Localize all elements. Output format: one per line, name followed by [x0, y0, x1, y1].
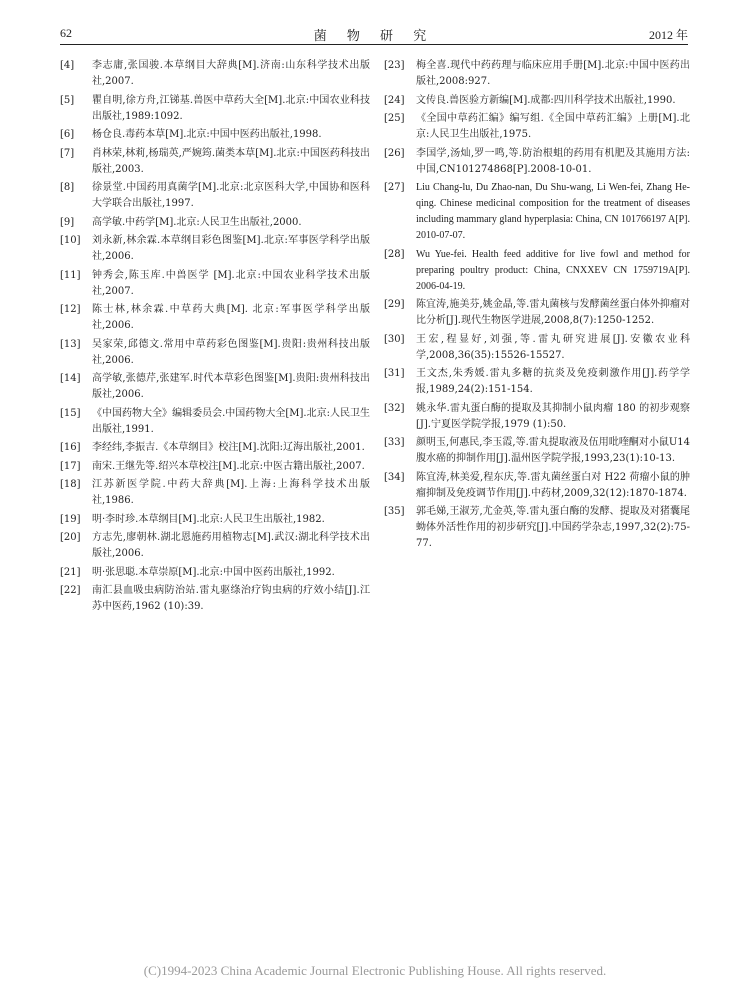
reference-number: [29] — [384, 299, 405, 310]
reference-number: [20] — [60, 532, 81, 543]
reference-item — [60, 371, 370, 403]
reference-text: 瞿自明,徐方舟,江锑基.兽医中草药大全[M].北京:中国农业科技出版社,1989:1092. — [92, 94, 370, 122]
reference-number: [13] — [60, 338, 81, 350]
publication-year: 2012 年 — [648, 28, 688, 42]
reference-text: 王文杰,朱秀媛.雷丸多糖的抗炎及免疫刺激作用[J].药学学报,1989,24(2):151-154. — [416, 368, 690, 395]
reference-text: 郭毛娣,王淑芳,尤金英,等.雷丸蛋白酶的发酵、提取及对猪囊尾蚴体外活性作用的初步研究[J].中国药学杂志,1997,32(2):75-77. — [416, 506, 690, 549]
reference-number: [26] — [384, 147, 405, 159]
reference-number: [33] — [384, 437, 405, 448]
reference-text: 杨仓良.毒药本草[M].北京:中国中医药出版社,1998. — [92, 129, 322, 140]
reference-item — [60, 477, 370, 509]
reference-number: [34] — [384, 471, 405, 483]
reference-number: [8] — [60, 182, 75, 193]
reference-item — [60, 512, 370, 528]
reference-item — [384, 93, 690, 109]
reference-item — [60, 565, 370, 581]
reference-item — [384, 504, 690, 552]
reference-text: 徐景堂.中国药用真菌学[M].北京:北京医科大学,中国协和医科大学联合出版社,1997. — [92, 182, 370, 209]
reference-text: 梅全喜.现代中药药理与临床应用手册[M].北京:中国中医药出版社,2008:927. — [416, 60, 690, 87]
reference-number: [12] — [60, 304, 81, 315]
reference-text: 《全国中草药汇编》编写组.《全国中草药汇编》上册[M].北京:人民卫生出版社,1975. — [416, 113, 690, 140]
reference-text: 《中国药物大全》编辑委员会.中国药物大全[M].北京:人民卫生出版社,1991. — [92, 407, 370, 435]
reference-number: [24] — [384, 94, 405, 106]
journal-title: 菌 物 研 究 — [313, 29, 435, 44]
reference-number: [10] — [60, 235, 81, 246]
reference-item — [60, 180, 370, 212]
reference-text: 李志庸,张国骏.本草纲目大辞典[M].济南:山东科学技术出版社,2007. — [92, 60, 370, 87]
reference-text: 明·李时珍.本草纲目[M].北京:人民卫生出版社,1982. — [92, 513, 325, 525]
reference-number: [31] — [384, 368, 405, 379]
reference-number: [14] — [60, 373, 81, 384]
reference-number: [30] — [384, 333, 405, 345]
reference-item — [60, 583, 370, 615]
reference-number: [28] — [384, 248, 405, 260]
reference-text: 陈宜涛,林美爱,程东庆,等.雷丸菌丝蛋白对 H22 荷瘤小鼠的肿瘤抑制及免疫调节作用[J].中药材,2009,32(12):1870-1874. — [416, 471, 690, 499]
reference-item — [60, 302, 370, 334]
references-left-column — [60, 58, 370, 618]
reference-number: [35] — [384, 506, 405, 517]
reference-number: [21] — [60, 566, 81, 578]
reference-item — [60, 268, 370, 300]
reference-text: 刘永新,林余霖.本草纲目彩色图鉴[M].北京:军事医学科学出版社,2006. — [92, 235, 370, 262]
reference-text: 姚永华.雷丸蛋白酶的提取及其抑制小鼠肉瘤 180 的初步观察[J].宁夏医学院学报,1979 (1):50. — [416, 402, 690, 430]
reference-item — [384, 180, 690, 244]
reference-item — [384, 366, 690, 398]
reference-text: 王宏,程显好,刘强,等.雷丸研究进展[J].安徽农业科学,2008,36(35):15526-15527. — [416, 333, 690, 361]
page-number: 62 — [60, 26, 72, 40]
reference-item — [384, 297, 690, 329]
reference-item — [384, 401, 690, 433]
reference-item — [60, 337, 370, 369]
reference-number: [9] — [60, 216, 75, 228]
reference-item — [60, 530, 370, 562]
reference-number: [23] — [384, 60, 405, 71]
reference-item — [384, 332, 690, 364]
references-right-column — [384, 58, 690, 555]
reference-text: 李国学,汤灿,罗一鸣,等.防治根蛆的药用有机肥及其施用方法:中国,CN101274868[P].2008-10-01. — [416, 147, 690, 175]
reference-number: [4] — [60, 60, 75, 71]
reference-text: 高学敏,张德芹,张建军.时代本草彩色图鉴[M].贵阳:贵州科技出版社,2006. — [92, 373, 370, 400]
reference-item — [384, 247, 690, 295]
reference-number: [16] — [60, 442, 81, 453]
reference-item — [60, 93, 370, 125]
reference-item — [384, 146, 690, 178]
reference-number: [6] — [60, 129, 75, 140]
reference-item — [384, 58, 690, 90]
reference-number: [32] — [384, 402, 405, 414]
reference-item — [60, 440, 370, 456]
reference-text: Liu Chang-lu, Du Zhao-nan, Du Shu-wang, Li Wen-fei, Zhang He-qing. Chinese medicinal composition for the treatment of diseases including mammary gland hyperplasia: China, CN 101766197 A[P]. 2010-07-07. — [416, 182, 690, 241]
reference-number: [25] — [384, 113, 405, 124]
reference-number: [7] — [60, 147, 75, 159]
reference-text: 吴家荣,邱德文.常用中草药彩色图鉴[M].贵阳:贵州科技出版社,2006. — [92, 338, 370, 366]
reference-number: [19] — [60, 513, 81, 525]
reference-number: [18] — [60, 479, 81, 490]
reference-text: Wu Yue-fei. Health feed additive for live fowl and method for preparing poultry product: China, CNXXEV CN 1759719A[P]. 2006-04-19. — [416, 248, 690, 292]
reference-number: [22] — [60, 585, 81, 596]
reference-text: 南宋.王继先等.绍兴本草校注[M].北京:中医古籍出版社,2007. — [92, 460, 365, 472]
reference-item — [60, 215, 370, 231]
copyright-footer: (C)1994-2023 China Academic Journal Electronic Publishing House. All rights reserved. — [143, 963, 607, 978]
reference-text: 文传良.兽医验方新编[M].成都:四川科学技术出版社,1990. — [416, 94, 676, 106]
reference-text: 陈士林,林余霖.中草药大典[M]. 北京:军事医学科学出版社,2006. — [92, 304, 370, 331]
reference-item — [60, 127, 370, 143]
reference-text: 南汇县血吸虫病防治站.雷丸驱绦治疗钩虫病的疗效小结[J].江苏中医药,1962 (10):39. — [92, 585, 370, 612]
reference-item — [60, 406, 370, 438]
reference-text: 李经纬,李振吉.《本草纲目》校注[M].沈阳:辽海出版社,2001. — [92, 442, 365, 453]
reference-text: 钟秀会,陈玉库.中兽医学 [M].北京:中国农业科学技术出版社,2007. — [92, 269, 370, 297]
reference-item — [60, 459, 370, 475]
reference-item — [60, 233, 370, 265]
reference-text: 江苏新医学院.中药大辞典[M].上海:上海科学技术出版社,1986. — [92, 479, 370, 506]
reference-number: [17] — [60, 460, 81, 472]
reference-item — [384, 470, 690, 502]
reference-text: 颜明玉,何惠民,李玉霞,等.雷丸提取液及伍用吡喹酮对小鼠U14腹水癌的抑制作用[J].温州医学院学报,1993,23(1):10-13. — [416, 437, 690, 464]
reference-text: 高学敏.中药学[M].北京:人民卫生出版社,2000. — [92, 216, 302, 228]
reference-number: [5] — [60, 94, 75, 106]
reference-text: 肖林荣,林莉,杨瑞英,严婉筠.菌类本草[M].北京:中国医药科技出版社,2003. — [92, 147, 370, 175]
reference-number: [15] — [60, 407, 81, 419]
reference-number: [27] — [384, 182, 405, 193]
reference-text: 陈宜涛,施美芬,姚金晶,等.雷丸菌核与发酵菌丝蛋白体外抑瘤对比分析[J].现代生物医学进展,2008,8(7):1250-1252. — [416, 299, 690, 326]
reference-text: 方志先,廖朝林.湖北恩施药用植物志[M].武汉:湖北科学技术出版社,2006. — [92, 532, 370, 559]
reference-item — [384, 435, 690, 467]
page-header — [60, 26, 688, 45]
reference-text: 明·张思聪.本草崇原[M].北京:中国中医药出版社,1992. — [92, 566, 335, 578]
reference-item — [60, 58, 370, 90]
reference-number: [11] — [60, 269, 81, 281]
reference-item — [384, 111, 690, 143]
reference-item — [60, 146, 370, 178]
